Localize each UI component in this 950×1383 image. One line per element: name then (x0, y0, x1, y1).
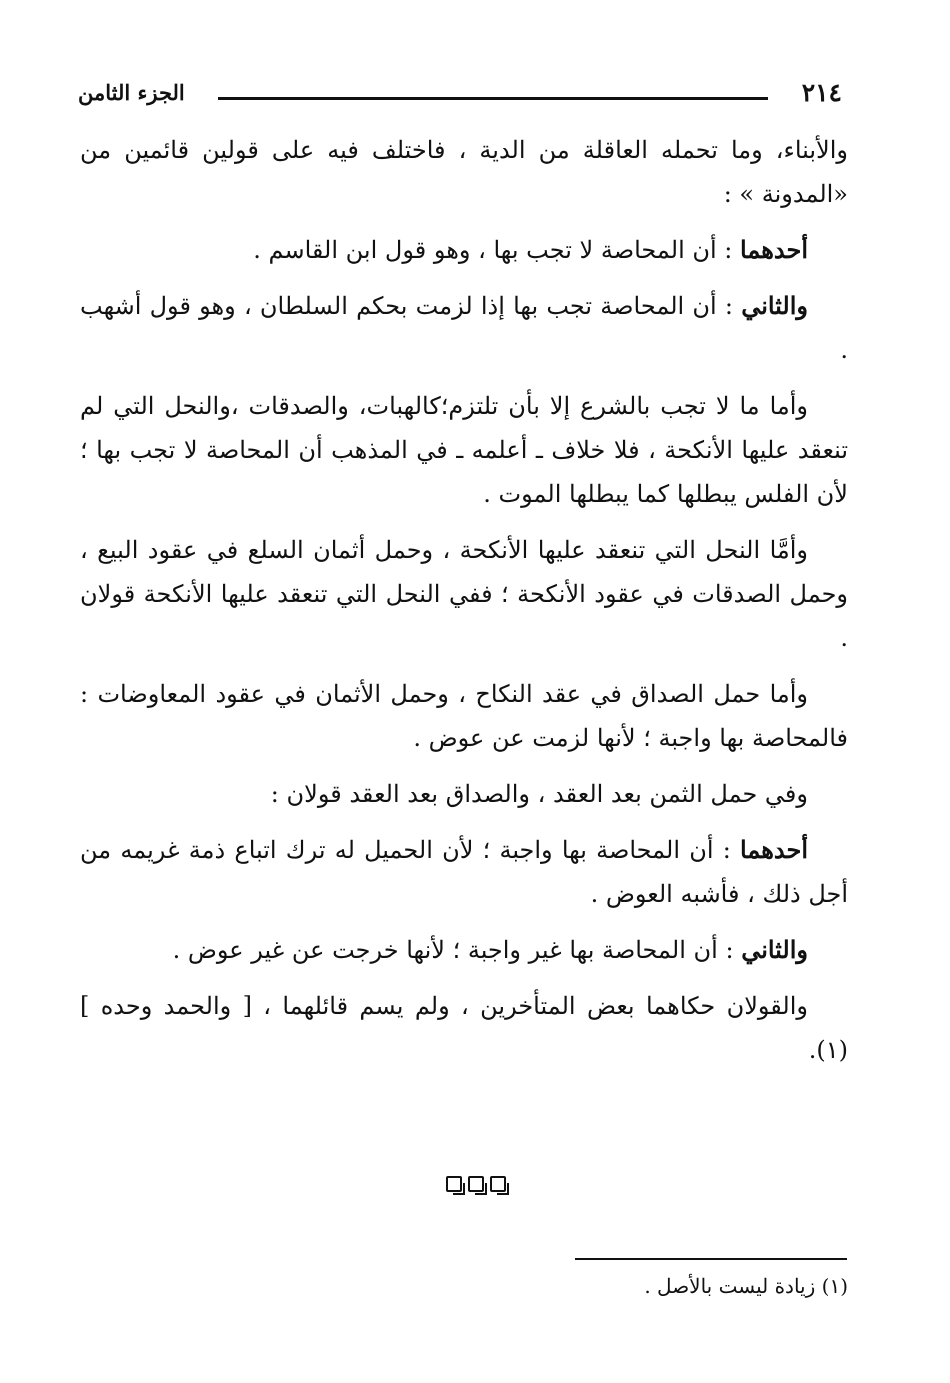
paragraph: وأما حمل الصداق في عقد النكاح ، وحمل الأثمان في عقود المعاوضات : فالمحاصة بها واجبة ؛ لأنها لزمت عن عوض . (80, 680, 848, 752)
paragraph: أحدهما : أن المحاصة لا تجب بها ، وهو قول ابن القاسم . (253, 235, 808, 264)
body-text (80, 128, 848, 1084)
footnote: (١) زيادة ليست بالأصل . (644, 1274, 848, 1298)
paragraph-lead: أحدهما (740, 835, 808, 864)
paragraph: وأمَّا النحل التي تنعقد عليها الأنكحة ، وحمل أثمان السلع في عقود البيع ، وحمل الصدقات في عقود الأنكحة ؛ ففي النحل التي تنعقد عليها الأنكحة قولان . (80, 536, 848, 652)
paragraph-lead: والثاني (741, 291, 808, 320)
paragraph: وفي حمل الثمن بعد العقد ، والصداق بعد العقد قولان : (270, 780, 808, 808)
paragraph-lead: أحدهما (740, 235, 808, 264)
page-header (78, 74, 848, 114)
header-rule (218, 97, 768, 100)
section-end-ornament (436, 1172, 516, 1196)
paragraph: وأما ما لا تجب بالشرع إلا بأن تلتزم؛كالهبات، والصدقات ،والنحل التي لم تنعقد عليها الأنكحة ، فلا خلاف ـ أعلمه ـ في المذهب أن المحاصة لا تجب بها ؛ لأن الفلس يبطلها كما يبطلها الموت . (80, 392, 848, 508)
ornament-square-icon (490, 1176, 506, 1192)
footnote-rule (575, 1258, 847, 1260)
paragraph: أحدهما : أن المحاصة بها واجبة ؛ لأن الحميل له ترك اتباع ذمة غريمه من أجل ذلك ، فأشبه العوض . (80, 835, 848, 908)
paragraph: والأبناء، وما تحمله العاقلة من الدية ، فاختلف فيه على قولين قائمين من «المدونة » : (80, 136, 848, 208)
page-number: ٢١٤ (801, 78, 842, 107)
running-title: الجزء الثامن (78, 80, 185, 105)
paragraph: والثاني : أن المحاصة تجب بها إذا لزمت بحكم السلطان ، وهو قول أشهب . (80, 291, 848, 364)
ornament-square-icon (468, 1176, 484, 1192)
ornament-square-icon (446, 1176, 462, 1192)
paragraph: والقولان حكاهما بعض المتأخرين ، ولم يسم قائلهما ، [ والحمد وحده ] (١). (80, 992, 848, 1064)
paragraph: والثاني : أن المحاصة بها غير واجبة ؛ لأنها خرجت عن غير عوض . (172, 935, 808, 964)
paragraph-lead: والثاني (741, 935, 808, 964)
